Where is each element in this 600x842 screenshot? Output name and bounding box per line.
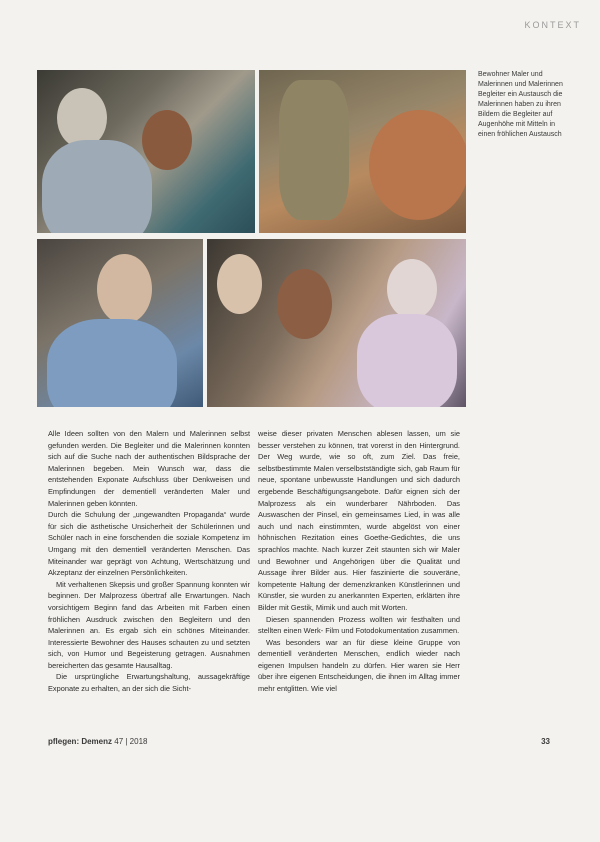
section-tag: KONTEXT [524,20,581,30]
paragraph: Was besonders war an für diese kleine Gruppe von dementiell veränderten Menschen, endlich wieder nach eigenen Impulsen handeln zu dürfen. Hier waren sie Herr über ihre eigenen Entscheidungen, die ihnen im Alltag immer mehr entglitten. Wie viel [258,637,460,694]
page-number: 33 [541,737,550,746]
photo-painting-closeup [259,70,466,233]
photo-group-painting [207,239,466,407]
photo-caption: Bewohner Maler und Malerinnen und Malerinnen Begleiter ein Austausch die Malerinnen haben zu ihren Bildern die Begleiter auf Augenhöhe mit Mitteln in einen fröhlichen Austausch [478,71,563,138]
paragraph: Durch die Schulung der „ungewandten Propaganda“ wurde für sich die ästhetische Unsicherheit der Schülerinnen und Schüler nach in eine forschenden die soziale Kompetenz im Umgang mit den dementiell veränderten Menschen. Das Miteinander war geprägt von Achtung, Wertschätzung und Akzeptanz der einzelnen Persönlichkeiten. [48,510,250,578]
article-column-right [258,428,460,695]
paragraph: Die ursprüngliche Erwartungshaltung, aussagekräftige Exponate zu erhalten, an der sich die Sicht- [48,672,250,694]
magazine-name: pflegen: Demenz [48,737,113,746]
footer-magazine [48,737,147,746]
paragraph: weise dieser privaten Menschen ablesen lassen, um sie besser verstehen zu können, trat vorerst in den Hintergrund. Der Weg wurde, wie so oft, zum Ziel. Das freie, selbstbestimmte Malen verselbstständigte sich, gab Raum für neue, spontane unbewusste Handlungen und sich dadurch ergebende Beschäftigungsangebote. Dafür eignen sich der Malprozess als ein wunderbarer Nährboden. Das Auswaschen der Pinsel, ein gemeinsames Lied, in was alle auch und nach einstimmten, wurde abgelöst von einer höhnischen Rezitation eines Goethe-Gedichtes, die uns sprachlos machte. Nach kurzer Zeit staunten sich wir Maler und Bewohner und Angehörigen über die Qualität und Aussage ihrer Bilder aus. Hier faszinierte die souveräne, kompetente Haltung der demenzkranken Künstlerinnen und Künstler, sie wurden zu anerkannten Experten, erklärten ihre Bilder mit Gestik, Mimik und auch mit Worten. [258,429,460,612]
paragraph: Alle Ideen sollten von den Malern und Malerinnen selbst gefunden werden. Die Begleiter und die Malerinnen konnten sich auf die Suche nach der authentischen Bildsprache der Malerinnen begeben. Mein Wunsch war, dass die entstehenden Exponate Aufschluss über Denkweisen und Empfindungen der dementiell veränderten Maler und Malerinnen geben könnten. [48,429,250,508]
paragraph: Diesen spannenden Prozess wollten wir festhalten und stellten einen Werk- Film und Fotodokumentation zusammen. [258,614,460,636]
paragraph: Mit verhaltenen Skepsis und großer Spannung konnten wir beginnen. Der Malprozess übertraf alle Erwartungen. Nach vorsichtigem Beginn fand das Arbeiten mit Farben einen fröhlichen Ausdruck zwischen den Begleitern und den Malerinnen an. Es ergab sich ein schönes Miteinander. Interessierte Bewohner des Hauses schauten zu und setzten sich, von Humor und Begeisterung getragen. Ausnahmen bereicherten das gesamte Hausalltag. [48,579,250,670]
article-column-left [48,428,250,695]
photo-smiling-man [37,239,203,407]
issue-number: 47 | 2018 [114,737,148,746]
photo-painter-with-brush [37,70,255,233]
